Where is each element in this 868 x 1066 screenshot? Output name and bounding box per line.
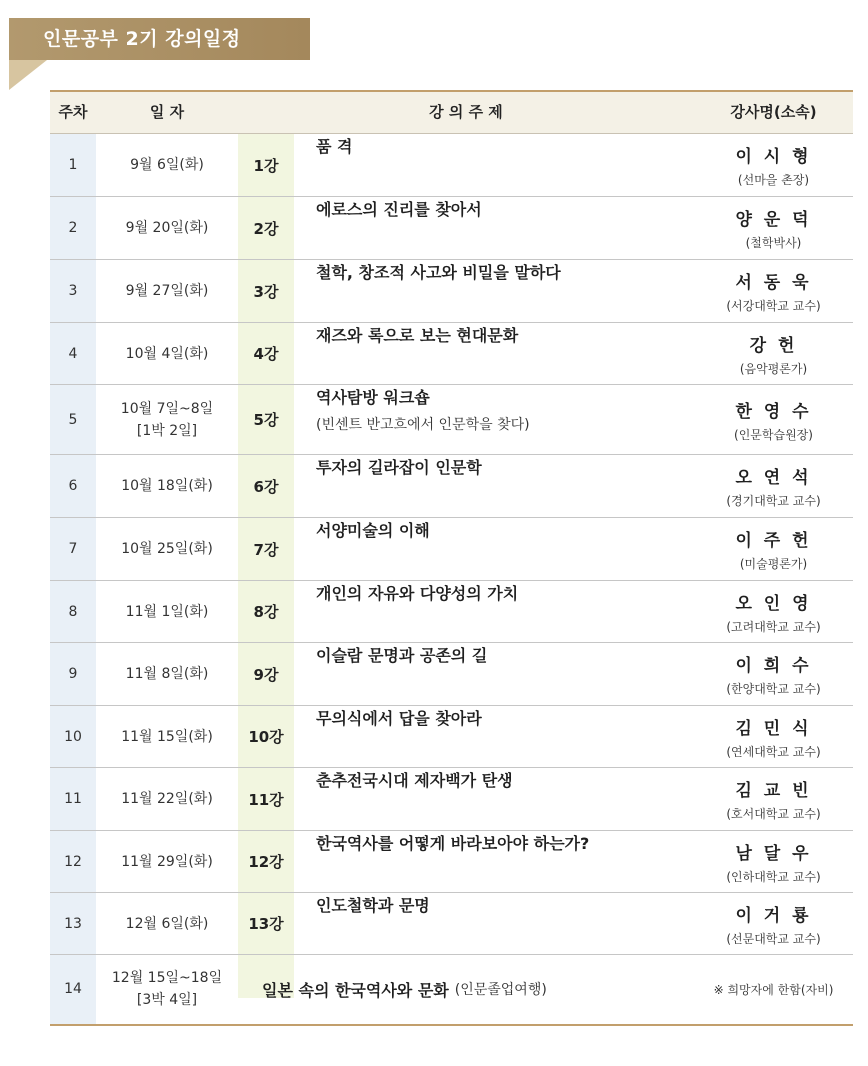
header-week: 주차 — [58, 103, 88, 121]
lecturer-affiliation: (철학박사) — [745, 236, 802, 250]
topic-cell — [294, 197, 694, 259]
date-cell — [96, 954, 238, 1024]
lecturer-affiliation: (인하대학교 교수) — [726, 869, 821, 884]
lecturer-affiliation: (호서대학교 교수) — [726, 807, 821, 821]
table-row — [50, 455, 853, 518]
lecture-number-cell: 13강 — [248, 915, 284, 933]
date-text: 11월 15일(화) — [121, 728, 213, 745]
date-text: 9월 6일(화) — [130, 157, 204, 173]
week-cell: 11 — [64, 791, 82, 807]
topic-text: 재즈와 록으로 보는 현대문화 — [316, 326, 519, 345]
lecturer-cell — [694, 134, 853, 196]
date-text: 11월 1일(화) — [125, 603, 209, 620]
date-cell — [96, 643, 238, 705]
week-cell: 7 — [68, 541, 78, 557]
date-text: 12월 15일~18일 — [111, 970, 223, 986]
lecturer-affiliation: (경기대학교 교수) — [726, 494, 821, 508]
lecture-number-cell: 10강 — [248, 728, 284, 746]
topic-text: 한국역사를 어떻게 바라보아야 하는가? — [316, 834, 590, 853]
lecturer-cell — [694, 385, 853, 454]
lecturer-cell — [694, 323, 853, 384]
date-duration: [3박 4일] — [136, 992, 198, 1008]
topic-cell — [294, 134, 694, 196]
topic-cell — [262, 954, 547, 1024]
week-cell: 14 — [64, 981, 82, 997]
table-row — [50, 831, 853, 893]
week-cell: 12 — [64, 853, 82, 870]
lecture-number-cell: 6강 — [253, 477, 279, 496]
lecturer-name: 오 인 영 — [735, 593, 812, 614]
lecturer-affiliation: (미술평론가) — [739, 557, 808, 571]
lecturer-name: 김 교 빈 — [735, 781, 812, 801]
lecture-number-cell: 3강 — [253, 282, 279, 301]
lecturer-affiliation: (인문학습원장) — [734, 427, 813, 442]
lecture-number-cell: 1강 — [253, 156, 279, 175]
lecture-number-cell: 9강 — [253, 665, 279, 684]
date-cell — [96, 518, 238, 580]
date-cell — [96, 706, 238, 767]
topic-text: 춘추전국시대 제자백가 탄생 — [316, 771, 513, 790]
lecturer-cell — [694, 518, 853, 580]
date-text: 11월 22일(화) — [121, 791, 213, 807]
lecturer-name: 이 희 수 — [735, 656, 812, 676]
lecturer-cell — [694, 455, 853, 517]
date-cell — [96, 455, 238, 517]
lecturer-affiliation: (선문대학교 교수) — [726, 931, 821, 946]
topic-text: 역사탐방 워크숍 — [316, 388, 430, 407]
date-cell — [96, 581, 238, 642]
table-row-final — [50, 954, 853, 1024]
lecturer-name: 남 달 우 — [735, 843, 812, 864]
topic-note: (인문졸업여행) — [454, 982, 547, 998]
topic-text: 서양미술의 이해 — [316, 521, 430, 540]
table-row — [50, 134, 853, 197]
date-text: 10월 4일(화) — [125, 345, 209, 362]
lecturer-name: 한 영 수 — [735, 401, 812, 422]
lecturer-affiliation: (한양대학교 교수) — [726, 682, 821, 696]
date-duration: [1박 2일] — [136, 422, 198, 439]
topic-cell — [294, 706, 694, 767]
table-row — [50, 706, 853, 768]
lecturer-cell — [694, 581, 853, 642]
header-topic: 강 의 주 제 — [429, 103, 503, 121]
date-text: 12월 6일(화) — [125, 915, 209, 932]
lecturer-cell — [694, 706, 853, 767]
topic-cell — [294, 455, 694, 517]
date-text: 11월 8일(화) — [125, 666, 209, 682]
lecturer-affiliation: (서강대학교 교수) — [726, 299, 821, 313]
week-cell: 2 — [68, 220, 78, 236]
date-cell — [96, 260, 238, 322]
lecturer-name: 양 운 덕 — [735, 210, 812, 230]
lecture-number-cell: 5강 — [253, 411, 279, 429]
date-text: 10월 7일~8일 — [120, 400, 214, 417]
header-date: 일 자 — [149, 103, 185, 121]
lecture-number-cell: 11강 — [248, 790, 284, 809]
date-cell — [96, 768, 238, 830]
lecturer-name: 이 주 헌 — [735, 531, 812, 551]
lecturer-name: 이 시 형 — [735, 147, 812, 167]
topic-subtitle: (빈센트 반고흐에서 인문학을 찾다) — [316, 417, 530, 433]
lecturer-name: 김 민 식 — [735, 718, 812, 739]
week-cell: 5 — [68, 411, 78, 428]
lecturer-cell — [694, 197, 853, 259]
topic-text: 이슬람 문명과 공존의 길 — [316, 646, 488, 665]
lecturer-name: 오 연 석 — [735, 468, 812, 488]
lecturer-note: ※ 희망자에 한함(자비) — [713, 982, 834, 997]
table-row — [50, 893, 853, 955]
table-row — [50, 385, 853, 455]
topic-cell — [294, 323, 694, 384]
topic-text: 에로스의 진리를 찾아서 — [316, 200, 482, 219]
schedule-table — [50, 90, 853, 1026]
date-cell — [96, 831, 238, 892]
table-row — [50, 581, 853, 643]
date-cell — [96, 893, 238, 954]
topic-text: 일본 속의 한국역사와 문화 — [262, 980, 449, 1000]
lecturer-affiliation: (연세대학교 교수) — [726, 744, 821, 759]
date-text: 9월 27일(화) — [125, 283, 209, 299]
lecturer-affiliation: (고려대학교 교수) — [726, 619, 821, 634]
date-cell — [96, 323, 238, 384]
week-cell: 9 — [68, 666, 78, 682]
lecture-number-cell: 4강 — [253, 345, 279, 363]
topic-cell — [294, 643, 694, 705]
table-bottom-rule — [50, 1024, 853, 1026]
lecturer-affiliation: (선마을 촌장) — [737, 173, 810, 187]
lecturer-name: 강 헌 — [749, 335, 798, 356]
week-cell: 10 — [64, 728, 82, 745]
lecturer-affiliation: (음악평론가) — [739, 361, 808, 376]
date-cell — [96, 134, 238, 196]
title-fold — [9, 60, 47, 90]
table-row — [50, 260, 853, 323]
topic-cell — [294, 385, 694, 454]
topic-text: 인도철학과 문명 — [316, 896, 430, 915]
lecture-number-cell: 12강 — [248, 853, 284, 871]
lecturer-cell — [694, 643, 853, 705]
table-row — [50, 197, 853, 260]
week-cell: 1 — [68, 157, 78, 173]
topic-text: 무의식에서 답을 찾아라 — [316, 709, 482, 728]
topic-text: 투자의 길라잡이 인문학 — [316, 458, 482, 477]
topic-cell — [294, 768, 694, 830]
week-cell: 3 — [68, 283, 78, 299]
lecturer-cell — [694, 893, 853, 954]
lecturer-cell — [694, 768, 853, 830]
lecturer-cell — [694, 831, 853, 892]
date-text: 11월 29일(화) — [121, 853, 213, 870]
topic-text: 품 격 — [316, 137, 353, 156]
date-text: 9월 20일(화) — [125, 220, 209, 236]
topic-text: 철학, 창조적 사고와 비밀을 말하다 — [316, 263, 561, 282]
week-cell: 6 — [68, 478, 78, 494]
week-cell: 4 — [68, 345, 78, 362]
topic-cell — [294, 831, 694, 892]
table-row — [50, 323, 853, 385]
lecturer-name: 서 동 욱 — [735, 273, 812, 293]
lecturer-cell — [694, 260, 853, 322]
table-row — [50, 643, 853, 706]
topic-cell — [294, 893, 694, 954]
week-cell: 13 — [64, 915, 82, 932]
table-row — [50, 518, 853, 581]
lecture-number-cell: 7강 — [253, 540, 279, 559]
page-title: 인문공부 2기 강의일정 — [9, 18, 310, 60]
lecture-number-cell: 8강 — [253, 603, 279, 621]
date-text: 10월 25일(화) — [121, 541, 213, 557]
week-cell: 8 — [68, 603, 78, 620]
lecture-number-cell: 2강 — [253, 219, 279, 238]
date-cell — [96, 385, 238, 454]
date-text: 10월 18일(화) — [121, 478, 213, 494]
table-row — [50, 768, 853, 831]
header-lecturer: 강사명(소속) — [730, 103, 817, 121]
topic-text: 개인의 자유와 다양성의 가치 — [316, 584, 519, 603]
topic-cell — [294, 581, 694, 642]
table-header — [50, 92, 853, 134]
lecturer-name: 이 거 룡 — [735, 905, 812, 926]
topic-cell — [294, 260, 694, 322]
topic-cell — [294, 518, 694, 580]
date-cell — [96, 197, 238, 259]
